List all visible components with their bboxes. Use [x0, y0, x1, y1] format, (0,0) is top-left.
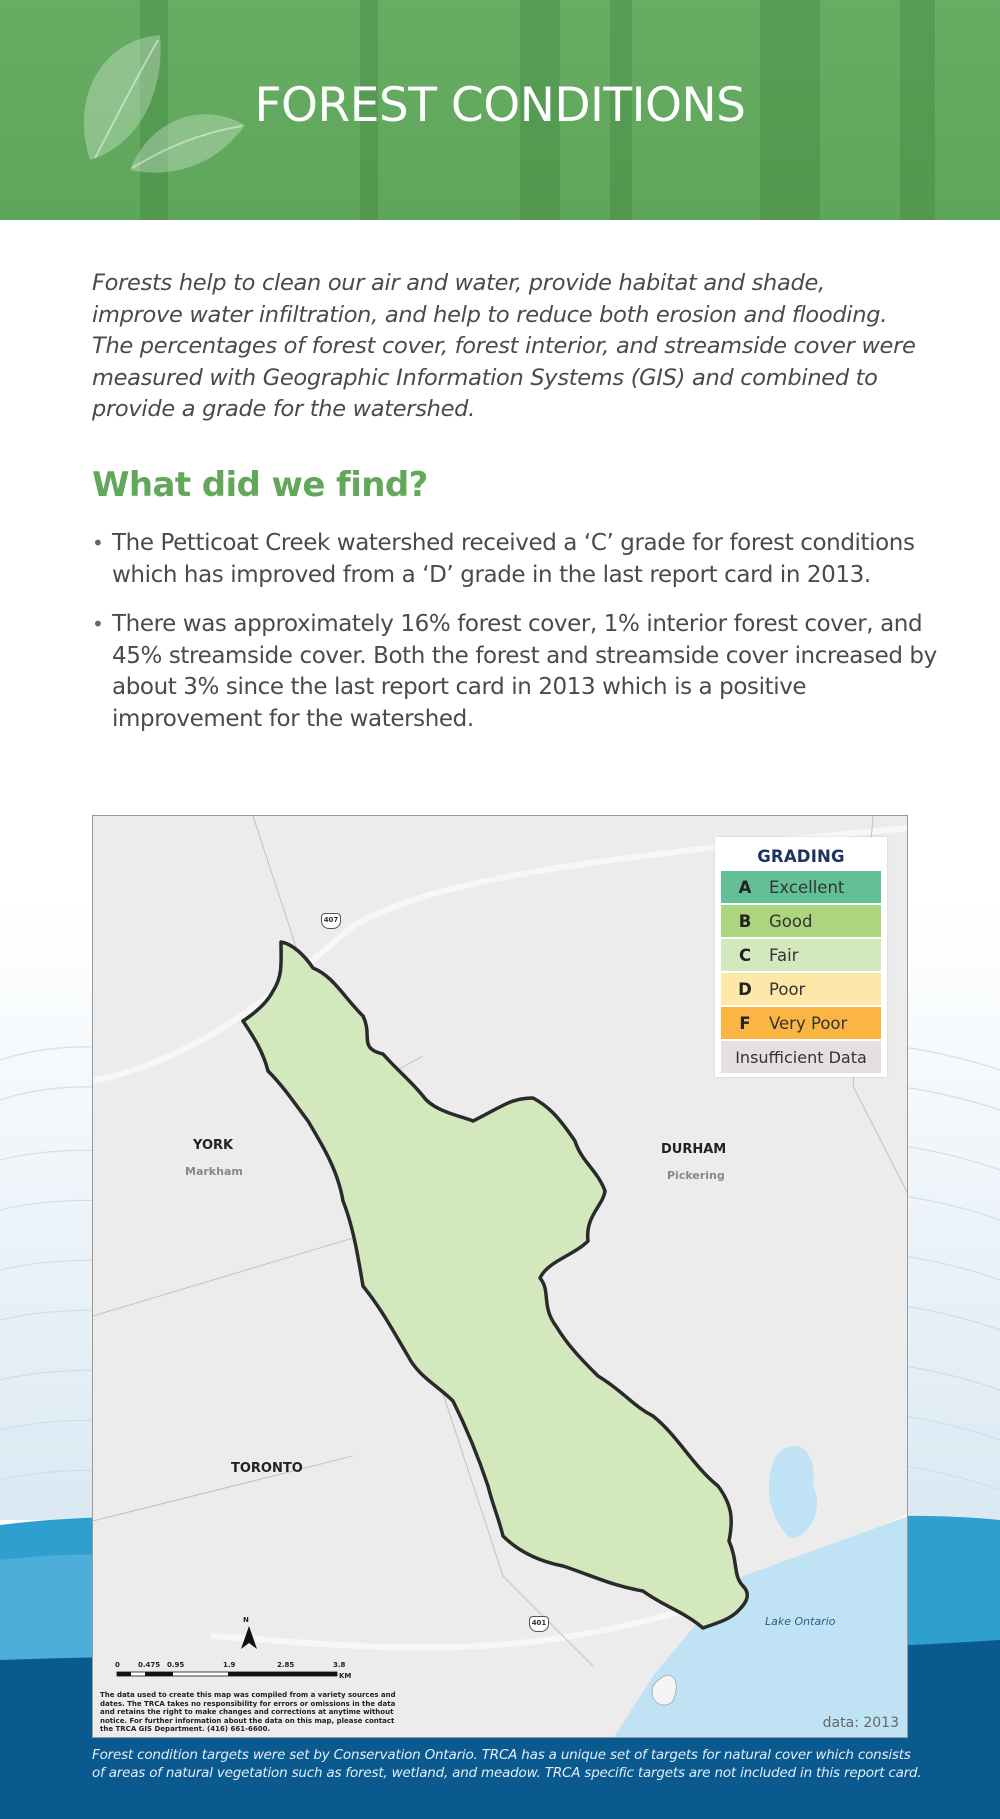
footnote: Forest condition targets were set by Conservation Ontario. TRCA has a unique set of targets for natural cover which consists of areas of natural vegetation such as forest, wetland, and meadow. TRCA specific targets are not included in this report card.: [92, 1747, 922, 1781]
grading-legend: [715, 837, 887, 1077]
city-label-pickering: Pickering: [667, 1169, 725, 1182]
highway-407-shield: 407: [321, 913, 341, 929]
scale-bar: [117, 1672, 337, 1676]
petticoat-creek-watershed: [243, 942, 747, 1628]
finding-item: • The Petticoat Creek watershed received a ‘C’ grade for forest conditions which has improved from a ‘D’ grade in the last report card in 2013.: [92, 528, 942, 591]
legend-title: GRADING: [757, 847, 845, 866]
legend-item-insufficient: [721, 1041, 881, 1073]
legend-item-f: [721, 1007, 881, 1039]
legend-letter: A: [738, 877, 752, 897]
city-label-markham: Markham: [185, 1165, 243, 1178]
scale-tick: 3.8: [333, 1661, 346, 1669]
legend-item-b: [721, 905, 881, 937]
north-label: N: [243, 1616, 249, 1624]
legend-letter: D: [738, 979, 752, 999]
legend-label: Fair: [769, 945, 799, 965]
legend-letter: C: [738, 945, 752, 965]
region-label-durham: DURHAM: [661, 1142, 727, 1157]
legend-label: Insufficient Data: [735, 1047, 867, 1067]
region-label-toronto: TORONTO: [231, 1461, 303, 1476]
highway-401-shield: 401: [529, 1616, 549, 1632]
legend-label: Excellent: [769, 877, 845, 897]
legend-item-d: [721, 973, 881, 1005]
legend-item-a: [721, 871, 881, 903]
scale-tick: 2.85: [277, 1661, 295, 1669]
data-year-label: data: 2013: [822, 1715, 899, 1731]
page-title: FOREST CONDITIONS: [254, 78, 746, 133]
scale-tick: 0: [115, 1661, 120, 1669]
legend-item-c: [721, 939, 881, 971]
watershed-map: [92, 815, 908, 1738]
scale-tick: 0.475: [138, 1661, 161, 1669]
scale-tick: 0.95: [167, 1661, 185, 1669]
findings-list: [92, 528, 942, 753]
page-header: [0, 0, 1000, 220]
legend-letter: F: [739, 1013, 751, 1033]
legend-letter: B: [738, 911, 752, 931]
legend-label: Poor: [769, 979, 806, 999]
region-label-york: YORK: [193, 1138, 234, 1153]
map-disclaimer: The data used to create this map was compiled from a variety sources and dates. The TRCA takes no responsibility for errors or omissions in the data and retains the right to make changes and corrections at anytime without notice. For further information about the data on this map, please contact the TRCA GIS Department. (416) 661-6600.: [100, 1691, 396, 1733]
legend-label: Very Poor: [769, 1013, 848, 1033]
findings-heading: What did we find?: [92, 465, 428, 505]
scale-unit: KM: [339, 1672, 352, 1680]
lake-label: Lake Ontario: [765, 1615, 836, 1628]
intro-paragraph: Forests help to clean our air and water, provide habitat and shade, improve water infiltration, and help to reduce both erosion and flooding. The percentages of forest cover, forest interior, and streamside cover were measured with Geographic Information Systems (GIS) and combined to provide a grade for the watershed.: [92, 270, 916, 422]
scale-tick: 1.9: [223, 1661, 236, 1669]
finding-item: • There was approximately 16% forest cover, 1% interior forest cover, and 45% streamside cover. Both the forest and streamside cover increased by about 3% since the last report card in 2013 which is a positive improvement for the watershed.: [92, 609, 942, 735]
legend-label: Good: [769, 911, 813, 931]
